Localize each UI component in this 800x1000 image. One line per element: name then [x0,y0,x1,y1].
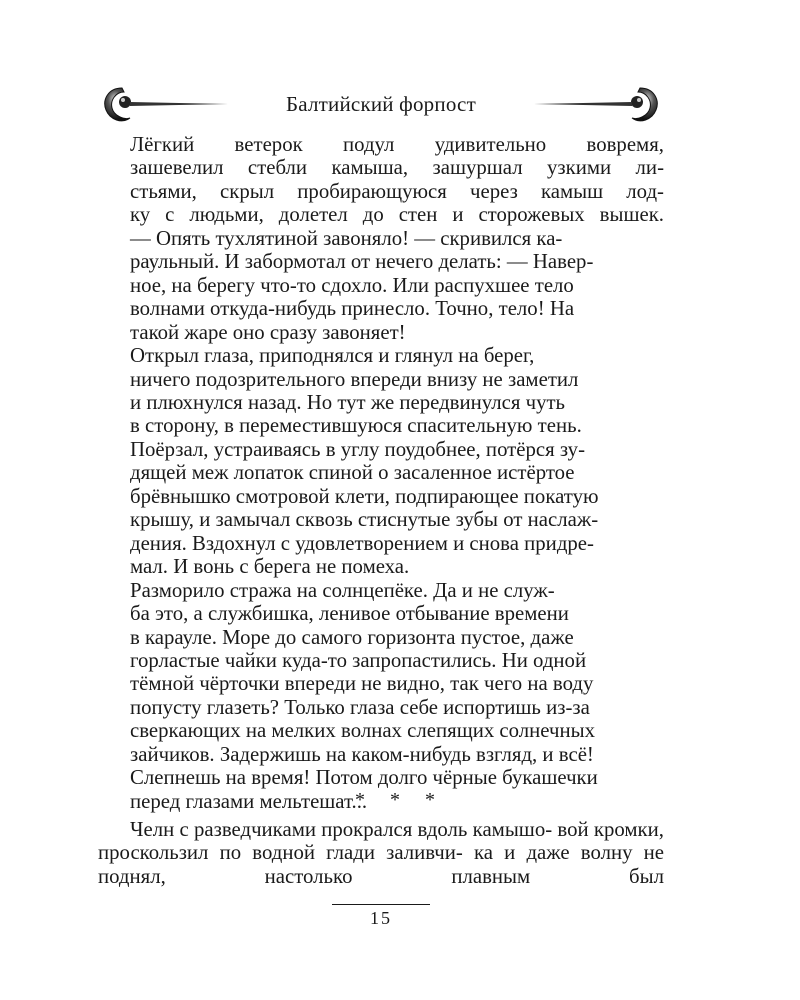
text-line: тёмной чёрточки впереди не видно, так чего на воду [130,672,594,696]
running-header [98,78,664,134]
text-line: сверкающих на мелких волнах слепящих солнечных [130,719,595,743]
right-ornament-icon [534,78,664,128]
text-line: такой жаре оно сразу завоняет! [130,320,406,344]
text-line: волнами откуда-нибудь принесло. Точно, тело! На [130,297,575,321]
text-line: ба это, а службишка, ленивое отбывание времени [130,602,569,626]
page-number: 15 [370,908,392,928]
footer-rule [332,904,430,905]
text-line: зайчиков. Задержишь на каком-нибудь взгляд, и всё! [130,742,594,766]
text-line: в сторону, в переместившуюся спасительную тень. [130,414,582,438]
text-line: Разморило стража на солнцепёке. Да и не служ- [130,578,555,602]
text-line: Открыл глаза, приподнялся и глянул на берег, [130,344,535,368]
text-line: Лёгкий ветерок подул удивительно вовремя, [130,133,664,156]
paragraph [98,344,664,579]
text-line: попусту глазеть? Только глаза себе испортишь из-за [130,695,590,719]
text-line: в карауле. Море до самого горизонта пустое, даже [130,625,574,649]
paragraph [98,227,664,344]
text-line: и плюхнулся назад. Но тут же передвинулся чуть [130,390,566,414]
text-line: перед глазами мельтешат... [130,789,368,813]
text-line: вой кромки, проскользил по водной глади заливчи- [98,818,664,865]
paragraph [98,818,664,888]
text-line: ка и даже волну не поднял, настолько плавным был [98,841,664,888]
running-title: Балтийский форпост [286,92,476,116]
text-line: раульный. И забормотал от нечего делать: — Навер- [130,250,594,274]
text-line: брёвнышко смотровой клети, подпирающее покатую [130,484,599,508]
text-line: крышу, и замычал сквозь стиснутые зубы от наслаж- [130,508,599,532]
text-line: дения. Вздохнул с удовлетворением и снова придре- [130,531,594,555]
text-line: Челн с разведчиками прокрался вдоль камышо- [130,818,553,841]
text-line: горластые чайки куда-то запропастились. Ни одной [130,648,587,672]
text-line: дящей меж лопаток спиной о засаленное истёртое [130,461,575,485]
text-line: ку с людьми, долетел до стен и сторожевых вышек. [130,203,664,227]
text-line: ное, на берегу что-то сдохло. Или распухшее тело [130,273,574,297]
text-line: зашевелил стебли камыша, зашуршал узкими ли- [130,156,664,180]
text-line: Поёрзал, устраиваясь в углу поудобнее, потёрся зу- [130,437,586,461]
paragraph [98,579,664,814]
section-separator: * * * [355,789,445,811]
text-line: ничего подозрительного впереди внизу не заметил [130,367,579,391]
text-line: стьями, скрыл пробирающуюся через камыш лод- [130,179,664,203]
paragraph [98,133,664,227]
text-line: мал. И вонь с берега не помеха. [130,555,410,579]
text-line: — Опять тухлятиной завоняло! — скривился ка- [130,226,563,250]
section-two-text [98,818,664,888]
text-line: Слепнешь на время! Потом долго чёрные букашечки [130,766,598,790]
body-text [98,133,664,813]
